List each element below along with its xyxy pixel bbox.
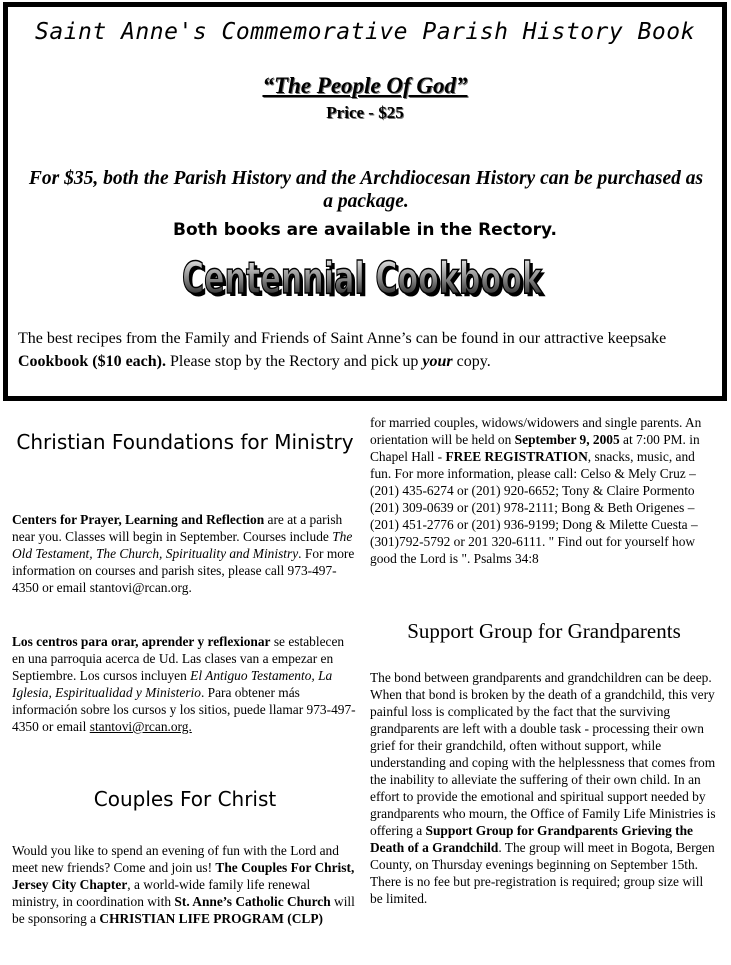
foundations-english-paragraph — [12, 511, 358, 596]
couples-text: for married couples, widows/widowers and single parents. An orientation will be held on — [370, 415, 702, 447]
banner-title: Saint Anne's Commemorative Parish History Book — [35, 19, 695, 45]
foundations-text: are at a parish near you. Classes will begin in September. Courses include — [12, 512, 343, 544]
grandparents-heading: Support Group for Grandparents — [407, 619, 681, 643]
cookbook-wordart — [168, 243, 558, 305]
couples-text: , a world-wide family life renewal ministry, in coordination with — [12, 877, 311, 909]
couples-paragraph-continued — [370, 414, 718, 567]
book-subtitle: “The People Of God” — [262, 73, 468, 98]
foundations-heading: Christian Foundations for Ministry — [16, 430, 354, 454]
cookbook-text: The best recipes from the Family and Friends of Saint Anne’s can be found in our attractive keepsake — [18, 330, 667, 347]
couples-heading: Couples For Christ — [93, 787, 277, 811]
couples-text: at 7:00 PM. in Chapel Hall - — [370, 432, 700, 464]
couples-church: St. Anne’s Catholic Church — [174, 894, 331, 909]
parish-history-banner — [3, 2, 727, 401]
foundations-text: . For more information on courses and parish sites, please call 973-497-4350 or email stantovi@rcan.org. — [12, 546, 355, 595]
couples-paragraph-start — [12, 842, 358, 952]
grandparents-heading-wrap — [370, 617, 718, 645]
foundations-spanish-text: . Para obtener más información sobre los cursos y los sitios, puede llamar 973-497-4350 or email — [12, 685, 356, 734]
support-group-name: Support Group for Grandparents Grieving the Death of a Grandchild — [370, 823, 694, 855]
foundations-spanish-bold: Los centros para orar, aprender y reflexionar — [12, 634, 271, 649]
couples-heading-wrap — [12, 785, 358, 814]
availability-note: Both books are available in the Rectory. — [173, 220, 557, 240]
cookbook-price: Cookbook ($10 each). — [18, 353, 167, 370]
book-price: Price - $25 — [326, 103, 404, 122]
couples-chapter: The Couples For Christ, Jersey City Chapter — [12, 860, 355, 892]
foundations-section — [12, 428, 358, 457]
couples-contacts: , snacks, music, and fun. For more information, please call: Celso & Mely Cruz – (201) 435-6274 or (201) 920-6652; Tony & Claire Pormento (201) 309-0639 or (201) 978-2111; Bong & Beth Origenes – (201) 451-2776 or (201) 936-9199; Dong & Milette Cuesta – (301)792-5792 or 201 320-6111. " Find out for yourself how good the Lord is ". Psalms 34:8 — [370, 449, 698, 566]
grandparents-text: The bond between grandparents and grandchildren can be deep. When that bond is broken by the death of a grandchild, this very painful loss is complicated by the fact that the surviving grandparents are left with a double task - processing their own grief for their grandchild, often without support, while understanding and coping with the helplessness that comes from the inability to alleviate the suffering of their own child. In an effort to provide the emotional and spiritual support needed by grandparents who mourn, the Office of Family Life Ministries is offering a — [370, 670, 716, 838]
package-offer: For $35, both the Parish History and the Archdiocesan History can be purchased as a package. — [28, 168, 704, 212]
foundations-spanish-text: se establecen en una parroquia acerca de Ud. Las clases van a empezar en Septiembre. Los cursos incluyen — [12, 634, 345, 683]
cookbook-description — [18, 327, 718, 373]
cookbook-emphasis: your — [422, 353, 453, 370]
foundations-bold: Centers for Prayer, Learning and Reflection — [12, 512, 265, 527]
couples-text: Would you like to spend an evening of fun with the Lord and meet new friends? Come and join us! — [12, 843, 339, 875]
couples-text: will be sponsoring a — [12, 894, 355, 926]
email-link[interactable]: stantovi@rcan.org. — [89, 719, 192, 734]
couples-program: CHRISTIAN LIFE PROGRAM (CLP) — [99, 911, 323, 926]
cookbook-title: Centennial Cookbook — [182, 253, 544, 304]
free-registration: FREE REGISTRATION — [445, 449, 588, 464]
foundations-courses: The Old Testament, The Church, Spirituality and Ministry — [12, 529, 353, 561]
foundations-spanish-courses: El Antiguo Testamento, La Iglesia, Espiritualidad y Ministerio — [12, 668, 333, 700]
cookbook-text: copy. — [452, 353, 491, 370]
orientation-date: September 9, 2005 — [514, 432, 620, 447]
grandparents-text: . The group will meet in Bogota, Bergen County, on Thursday evenings beginning on September 15th. There is no fee but pre-registration is required; group size will be limited. — [370, 840, 715, 906]
foundations-spanish-paragraph — [12, 633, 358, 735]
grandparents-paragraph — [370, 669, 718, 907]
cookbook-title-shadow: Centennial Cookbook — [185, 256, 547, 305]
cookbook-text: Please stop by the Rectory and pick up — [166, 353, 423, 370]
